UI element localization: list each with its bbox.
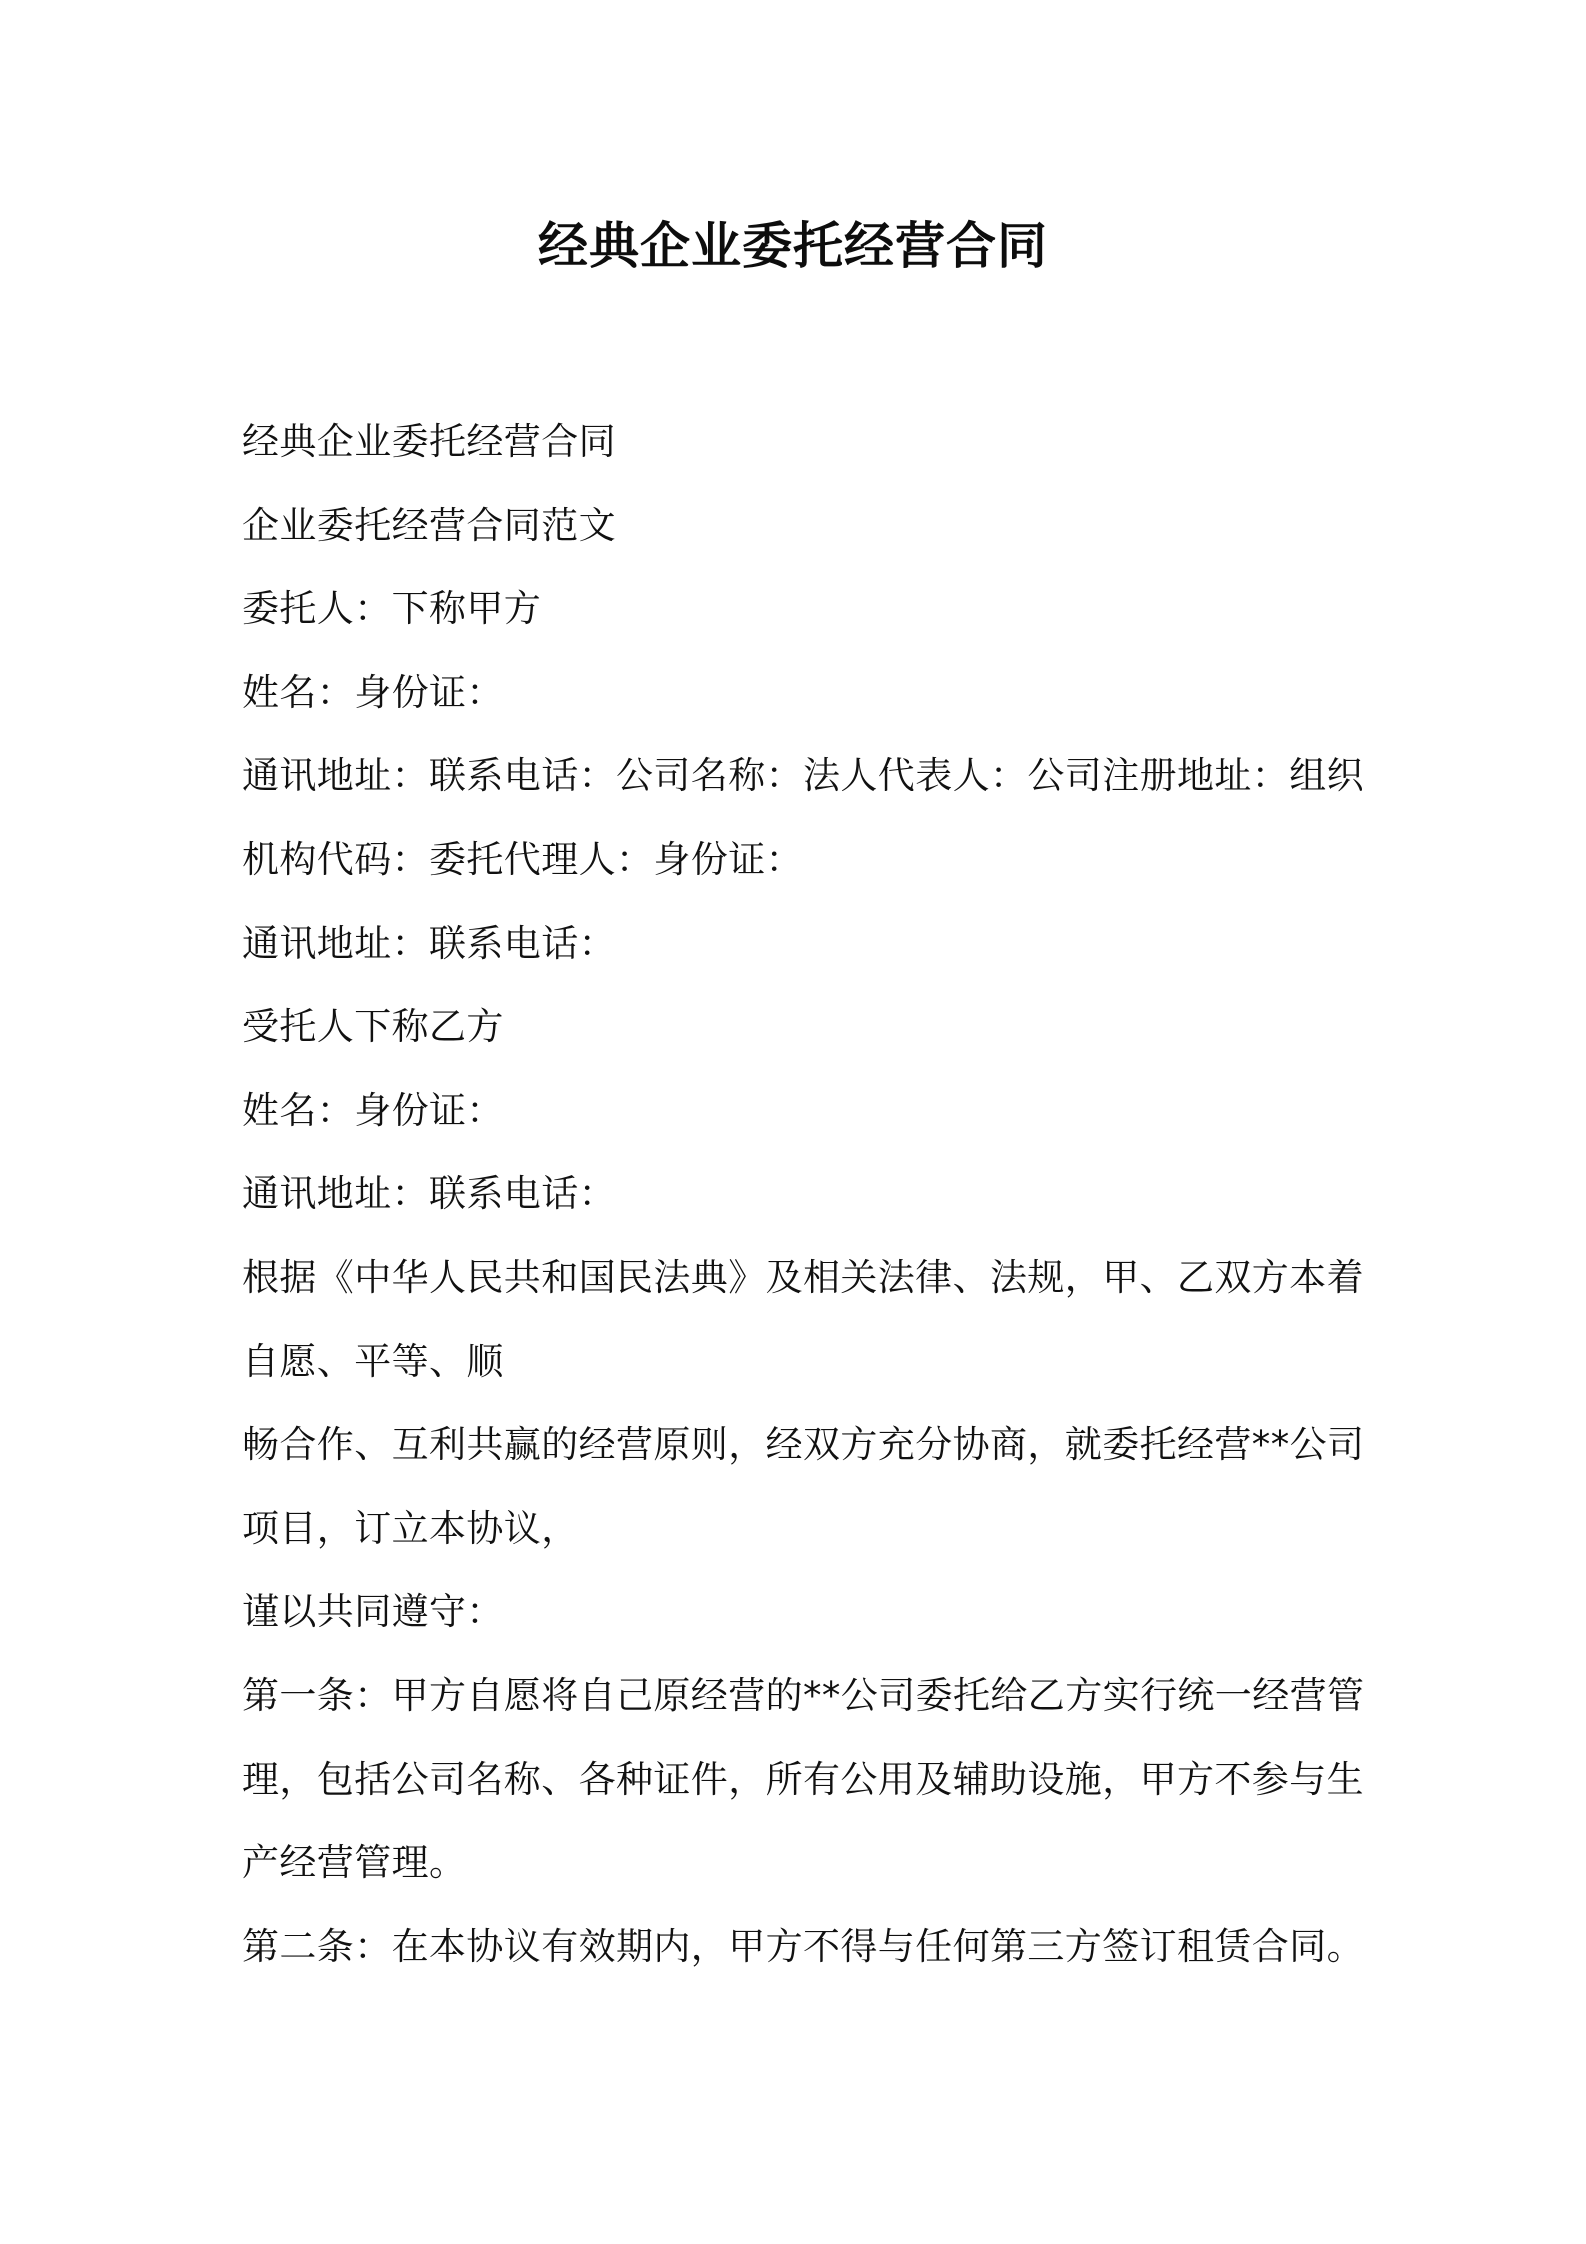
body-line: 根据《中华人民共和国民法典》及相关法律、法规，甲、乙双方本着 [242, 1255, 1364, 1299]
body-line: 谨以共同遵守： [242, 1590, 504, 1634]
body-line: 委托人：下称甲方 [242, 587, 542, 631]
body-line: 通讯地址：联系电话： [242, 1172, 616, 1216]
body-line: 通讯地址：联系电话：公司名称：法人代表人：公司注册地址：组织 [242, 754, 1364, 798]
document-title: 经典企业委托经营合同 [538, 217, 1048, 275]
body-line: 姓名：身份证： [242, 670, 504, 714]
body-line: 第一条：甲方自愿将自己原经营的**公司委托给乙方实行统一经营管 [242, 1673, 1365, 1717]
body-line: 机构代码：委托代理人：身份证： [242, 837, 803, 881]
body-line: 姓名：身份证： [242, 1088, 504, 1132]
body-line: 通讯地址：联系电话： [242, 921, 616, 965]
document-body [242, 400, 1365, 1988]
body-line: 理，包括公司名称、各种证件，所有公用及辅助设施，甲方不参与生 [242, 1757, 1364, 1801]
body-line: 经典企业委托经营合同 [242, 420, 616, 463]
body-line: 自愿、平等、顺 [242, 1339, 504, 1383]
body-line: 第二条：在本协议有效期内，甲方不得与任何第三方签订租赁合同。 [242, 1924, 1364, 1968]
body-line: 项目，订立本协议， [242, 1506, 579, 1550]
body-line: 产经营管理。 [242, 1841, 467, 1885]
body-line: 畅合作、互利共赢的经营原则，经双方充分协商，就委托经营**公司 [242, 1423, 1365, 1467]
body-line: 企业委托经营合同范文 [242, 503, 616, 547]
body-line: 受托人下称乙方 [242, 1005, 504, 1049]
